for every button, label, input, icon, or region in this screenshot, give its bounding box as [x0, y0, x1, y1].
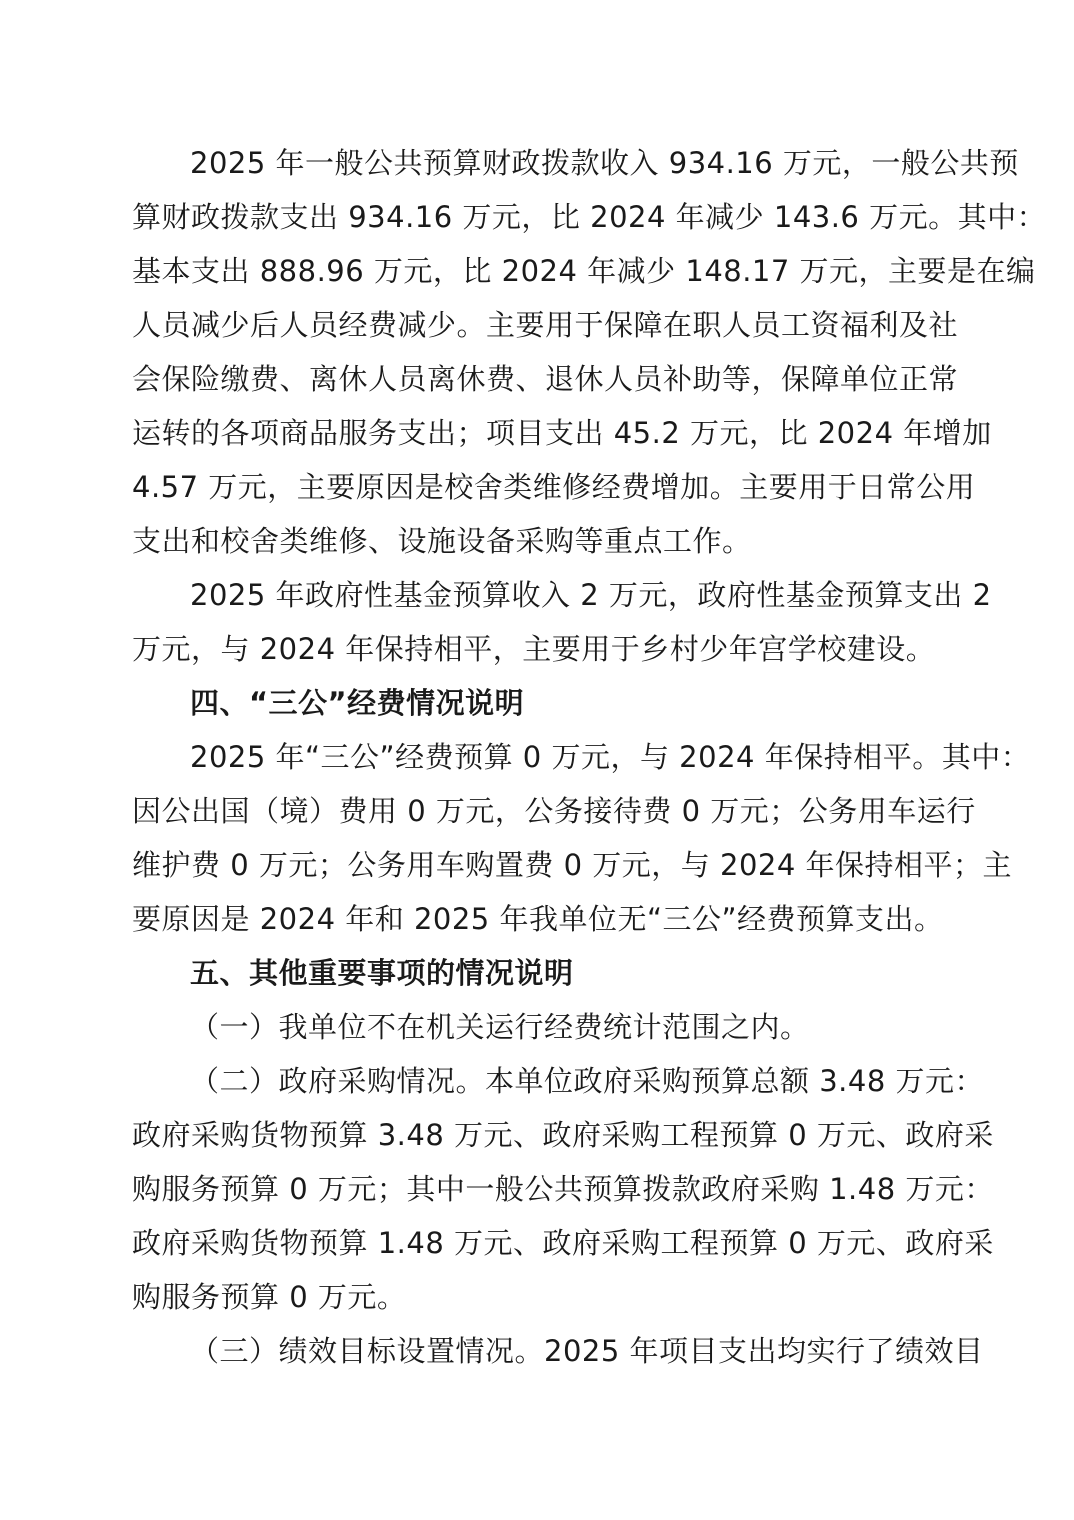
paragraph-line: 2025 年“三公”经费预算 0 万元，与 2024 年保持相平。其中：	[190, 740, 1031, 774]
paragraph-line: 算财政拨款支出 934.16 万元，比 2024 年减少 143.6 万元。其中：	[132, 200, 1047, 234]
paragraph-line: 2025 年一般公共预算财政拨款收入 934.16 万元，一般公共预	[190, 146, 1019, 180]
paragraph-line: 4.57 万元，主要原因是校舍类维修经费增加。主要用于日常公用	[132, 470, 976, 504]
paragraph-line: 政府采购货物预算 1.48 万元、政府采购工程预算 0 万元、政府采	[132, 1226, 994, 1260]
paragraph-line: 购服务预算 0 万元。	[132, 1280, 407, 1314]
paragraph-line: （一）我单位不在机关运行经费统计范围之内。	[190, 1010, 810, 1044]
paragraph-line: 购服务预算 0 万元；其中一般公共预算拨款政府采购 1.48 万元：	[132, 1172, 994, 1206]
section-heading-other-matters: 五、其他重要事项的情况说明	[190, 956, 574, 990]
paragraph-line: 运转的各项商品服务支出；项目支出 45.2 万元，比 2024 年增加	[132, 416, 992, 450]
paragraph-line: 因公出国（境）费用 0 万元，公务接待费 0 万元；公务用车运行	[132, 794, 976, 828]
paragraph-line: （二）政府采购情况。本单位政府采购预算总额 3.48 万元：	[190, 1064, 985, 1098]
section-heading-sangong: 四、“三公”经费情况说明	[190, 686, 525, 720]
paragraph-line: 2025 年政府性基金预算收入 2 万元，政府性基金预算支出 2	[190, 578, 992, 612]
paragraph-line: 会保险缴费、离休人员离休费、退休人员补助等，保障单位正常	[132, 362, 959, 396]
paragraph-line: 人员减少后人员经费减少。主要用于保障在职人员工资福利及社	[132, 308, 959, 342]
paragraph-line: 基本支出 888.96 万元，比 2024 年减少 148.17 万元，主要是在编	[132, 254, 1036, 288]
paragraph-line: 要原因是 2024 年和 2025 年我单位无“三公”经费预算支出。	[132, 902, 944, 936]
paragraph-line: 维护费 0 万元；公务用车购置费 0 万元，与 2024 年保持相平；主	[132, 848, 1013, 882]
document-page	[132, 136, 1047, 1378]
paragraph-line: 万元，与 2024 年保持相平，主要用于乡村少年宫学校建设。	[132, 632, 936, 666]
paragraph-line: 支出和校舍类维修、设施设备采购等重点工作。	[132, 524, 752, 558]
paragraph-line: 政府采购货物预算 3.48 万元、政府采购工程预算 0 万元、政府采	[132, 1118, 994, 1152]
paragraph-line: （三）绩效目标设置情况。2025 年项目支出均实行了绩效目	[190, 1334, 984, 1368]
